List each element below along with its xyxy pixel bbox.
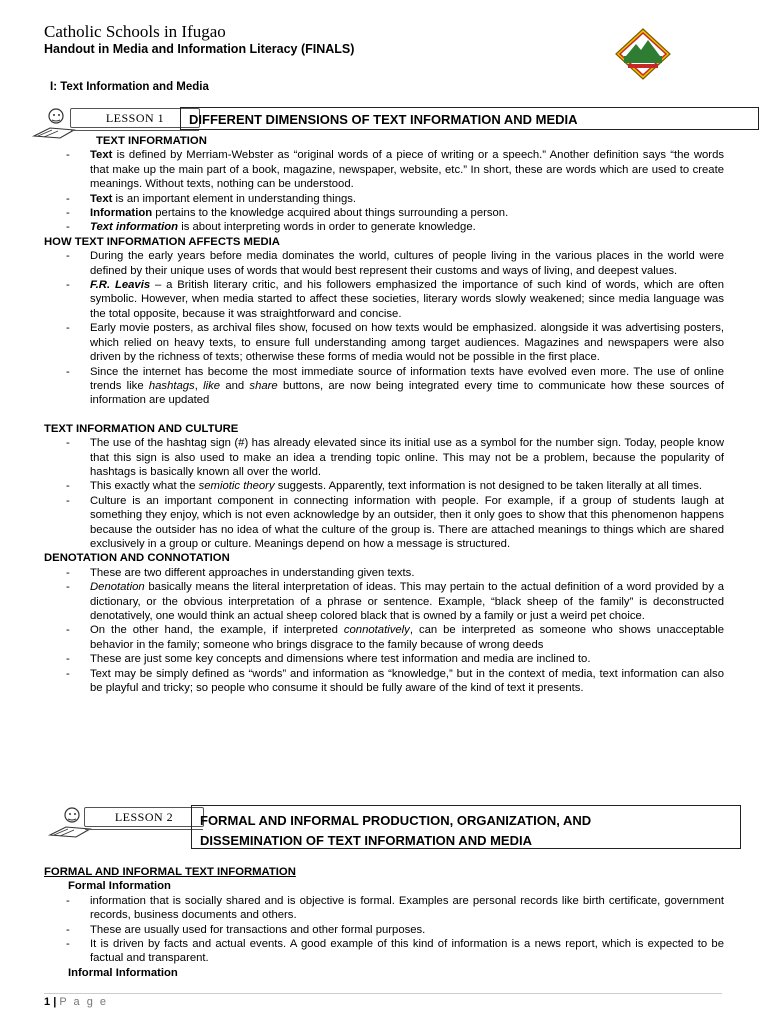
lesson-2-title	[191, 805, 741, 849]
list-item: - Denotation basically means the literal interpretation of ideas. This may pertain to the actual definition of a word provided by a dictionary, or the obvious interpretation of a phrase or sentence. Example, “black sheep of the family” is deconstructed denotatively, one would think an actual sheep colored black that is owned by a family or just a weird pet choice.	[44, 580, 724, 623]
lesson-2-title-line-1: FORMAL AND INFORMAL PRODUCTION, ORGANIZATION, AND	[200, 813, 592, 828]
section-title: I: Text Information and Media	[50, 81, 209, 93]
list-item: - These are usually used for transactions and other formal purposes.	[44, 923, 724, 937]
informal-information-heading: Informal Information	[68, 966, 178, 979]
lesson-2-tag: LESSON 2	[84, 807, 204, 827]
list-item: - It is driven by facts and actual events. A good example of this kind of information is a news report, which is expected to be factual and transparent.	[44, 937, 724, 966]
lesson-1-tag: LESSON 1	[70, 108, 200, 128]
lesson-1-title-text: DIFFERENT DIMENSIONS OF TEXT INFORMATION AND MEDIA	[189, 112, 578, 127]
formal-information-heading: Formal Information	[68, 880, 171, 893]
affects-media-list	[44, 249, 724, 407]
list-item: - Text may be simply defined as “words” and information as “knowledge,” but in the context of media, text information can also be playful and tricky; so people who consume it should be fully aware of the kind of text it presents.	[44, 667, 724, 696]
lesson-1-title	[180, 107, 759, 130]
page-separator: |	[53, 996, 57, 1008]
list-item: - During the early years before media dominates the world, cultures of people living in the various places in the world were defined by their unique uses of words that would best represent their customs and ways of living, and deepest values.	[44, 249, 724, 278]
list-item: - These are just some key concepts and dimensions where test information and media are inclined to.	[44, 652, 724, 666]
denotation-list	[44, 566, 724, 696]
list-item: - information that is socially shared and is objective is formal. Examples are personal records like birth certificate, government records, business documents and others.	[44, 894, 724, 923]
list-item: - Text is an important element in understanding things.	[44, 192, 724, 206]
lesson-2-content	[44, 865, 724, 980]
culture-heading: TEXT INFORMATION AND CULTURE	[44, 422, 239, 435]
list-item: - This exactly what the semiotic theory suggests. Apparently, text information is not designed to be taken literally at all times.	[44, 479, 724, 493]
page-number: 1	[44, 996, 51, 1008]
handout-title: Handout in Media and Information Literacy (FINALS)	[44, 42, 355, 56]
list-item: - Since the internet has become the most immediate source of information texts have evolved even more. The use of online trends like hashtags, like and share buttons, are now being integrated every time to communicate how these sources of information are updated	[44, 365, 724, 408]
list-item: - Text information is about interpreting words in order to generate knowledge.	[44, 220, 724, 234]
list-item: - Text is defined by Merriam-Webster as “original words of a piece of writing or a speech.” Another definition says “the words that make up the main part of a book, magazine, newspaper, website, etc.” In short, these are words which are used to create meanings. Without texts, nothing can be understood.	[44, 148, 724, 191]
text-information-list	[44, 148, 724, 234]
page-label: P a g e	[59, 996, 108, 1008]
text-information-heading: TEXT INFORMATION	[96, 135, 207, 147]
list-item: - These are two different approaches in understanding given texts.	[44, 566, 724, 580]
denotation-heading: DENOTATION AND CONNOTATION	[44, 552, 230, 565]
page-footer	[44, 996, 108, 1008]
list-item: - Information pertains to the knowledge acquired about things surrounding a person.	[44, 206, 724, 220]
formal-informal-heading: FORMAL AND INFORMAL TEXT INFORMATION	[44, 866, 296, 878]
list-item: - On the other hand, the example, if interpreted connotatively, can be interpreted as someone who shows unacceptable behavior in the family; someone who brings disgrace to the family because of wrong deeds	[44, 623, 724, 652]
school-logo	[610, 26, 676, 82]
list-item: - The use of the hashtag sign (#) has already elevated since its initial use as a symbol for the number sign. Today, people know that this sign is also used to make an idea a trending topic online. This may not be a problem, because the popularity of hashtags is basically known all over the world.	[44, 436, 724, 479]
formal-information-list	[44, 894, 724, 966]
list-item: - F.R. Leavis – a British literary critic, and his followers emphasized the importance of such kind of words, which are often symbolic. However, when media started to affect these societies, literary words slowly weakened; since media language was the total opposite, because it was straightforward and concise.	[44, 278, 724, 321]
footer-divider	[44, 993, 722, 994]
lesson-2-banner	[46, 805, 766, 855]
school-name: Catholic Schools in Ifugao	[44, 22, 226, 41]
list-item: - Early movie posters, as archival files show, focused on how texts would be emphasized. alongside it was advertising posters, which relied on heavy texts, to ensure full understanding among target audiences. Magazines and newspapers were also driven by the richness of texts; otherwise these forms of media would not be possible in the first place.	[44, 321, 724, 364]
lesson-1-content	[44, 134, 724, 695]
affects-media-heading: HOW TEXT INFORMATION AFFECTS MEDIA	[44, 235, 280, 248]
list-item: - Culture is an important component in connecting information with people. For example, if a group of students laugh at something they enjoy, which is not even acknowledge by an outsider, then it only goes to show that this phenomenon happens because the outsider has no idea of what the culture of the group is. There are attached meanings to things which are shared exclusively in a group or culture. Meanings depend on how a message is structured.	[44, 494, 724, 552]
lesson-2-title-line-2: DISSEMINATION OF TEXT INFORMATION AND MEDIA	[200, 833, 532, 848]
culture-list	[44, 436, 724, 551]
